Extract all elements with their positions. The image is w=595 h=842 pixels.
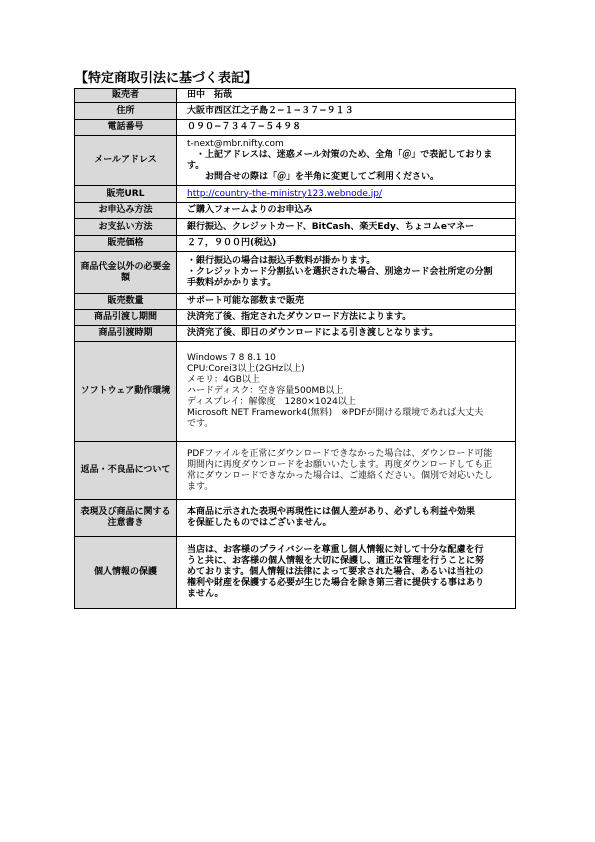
label-delivery-period: 商品引渡し期間 [75, 310, 177, 326]
value-url [177, 186, 516, 203]
payment-method-text: 銀行振込、クレジットカード、BitCash、楽天Edy、ちょコムeマネー [187, 221, 474, 232]
label-address: 住所 [75, 103, 177, 120]
label-seller: 販売者 [75, 89, 177, 103]
returns-line-4: ます。 [187, 481, 214, 492]
row-quantity [75, 294, 516, 310]
disclaimer-line-1: 本商品に示された表現や再現性には個人差があり、必ずしも利益や効果 [187, 507, 476, 517]
req-display: ディスプレイ：解像度 1280×1024以上 [187, 397, 356, 407]
extra-fees-line-2: ・クレジットカード分割払いを選択された場合、別途カード会社所定の分割 [187, 267, 493, 277]
value-seller [177, 89, 516, 103]
extra-fees-line-1: ・銀行振込の場合は振込手数料が掛かります。 [187, 256, 376, 266]
order-method-text: ご購入フォームよりのお申込み [187, 205, 313, 215]
row-returns [75, 442, 516, 500]
value-address [177, 103, 516, 120]
req-framework: Microsoft NET Framework4(無料) ※PDFが開ける環境であれば大丈夫 [187, 408, 484, 418]
value-order-method [177, 203, 516, 219]
email-address: t-next@mbr.nifty.com [187, 138, 284, 149]
privacy-line-4: 権利や財産を保護する必要が生じた場合を除き第三者に提供する事はあり [187, 578, 485, 588]
row-order-method [75, 203, 516, 219]
label-phone: 電話番号 [75, 120, 177, 136]
value-payment-method [177, 219, 516, 236]
label-extra-fees: 商品代金以外の必要金額 [75, 252, 177, 294]
label-disclaimer: 表現及び商品に関する注意書き [75, 500, 177, 537]
row-delivery-period [75, 310, 516, 326]
delivery-period-text: 決済完了後、指定されたダウンロード方法によります。 [187, 312, 412, 322]
label-email: メールアドレス [75, 136, 177, 186]
seller-name: 田中 拓哉 [187, 90, 233, 100]
row-disclaimer [75, 500, 516, 537]
row-address [75, 103, 516, 120]
value-delivery-period [177, 310, 516, 326]
email-note-2: す。 [187, 160, 205, 171]
row-system-requirements [75, 342, 516, 442]
req-os: Windows 7 8 8.1 10 [187, 353, 276, 363]
price-text: ２７，９００円(税込) [187, 238, 277, 248]
value-quantity [177, 294, 516, 310]
row-email [75, 136, 516, 186]
extra-fees-line-3: 手数料がかかります。 [187, 278, 277, 288]
row-payment-method [75, 219, 516, 236]
label-delivery-timing: 商品引渡時期 [75, 326, 177, 342]
value-disclaimer [177, 500, 516, 537]
disclaimer-line-2: を保証したものではございません。 [187, 518, 332, 528]
row-seller [75, 89, 516, 103]
page-title: 【特定商取引法に基づく表記】 [75, 71, 258, 86]
label-returns: 返品・不良品について [75, 442, 177, 500]
privacy-line-2: うと共に、お客様の個人情報を大切に保護し、適正な管理を行うことに努 [187, 556, 485, 566]
value-system-requirements [177, 342, 516, 442]
label-url: 販売URL [75, 186, 177, 203]
address-text: 大阪市西区江之子島２−１−３７−９１３ [187, 105, 354, 116]
label-privacy: 個人情報の保護 [75, 537, 177, 609]
row-extra-fees [75, 252, 516, 294]
label-system-requirements: ソフトウェア動作環境 [75, 342, 177, 442]
value-email [177, 136, 516, 186]
email-note-1: ・上記アドレスは、迷惑メール対策のため、全角「＠」で表記しておりま [187, 149, 493, 160]
req-memory: メモリ：4GB以上 [187, 375, 260, 385]
row-url [75, 186, 516, 203]
privacy-line-3: めております。個人情報は法律によって要求された場合、あるいは当社の [187, 567, 484, 577]
req-cpu: CPU:Corei3以上(2GHz以上) [187, 364, 305, 374]
value-extra-fees [177, 252, 516, 294]
value-phone [177, 120, 516, 136]
value-returns [177, 442, 516, 500]
row-delivery-timing [75, 326, 516, 342]
label-payment-method: お支払い方法 [75, 219, 177, 236]
delivery-timing-text: 決済完了後、即日のダウンロードによる引き渡しとなります。 [187, 328, 439, 338]
returns-line-2: 期間内に再度ダウンロードをお願いいたします。再度ダウンロードしても正 [187, 459, 493, 470]
value-delivery-timing [177, 326, 516, 342]
returns-line-3: 常にダウンロードできなかった場合は、ご連絡ください。個別で対応いたし [187, 470, 494, 481]
quantity-text: サポート可能な部数まで販売 [187, 296, 305, 306]
label-price: 販売価格 [75, 236, 177, 252]
row-price [75, 236, 516, 252]
label-quantity: 販売数量 [75, 294, 177, 310]
req-disk: ハードディスク：空き容量500MB以上 [187, 386, 344, 396]
privacy-line-1: 当店は、お客様のプライバシーを尊重し個人情報に対して十分な配慮を行 [187, 545, 484, 555]
email-note-3: お問合せの際は「＠」を半角に変更してご利用ください。 [187, 171, 440, 182]
value-price [177, 236, 516, 252]
privacy-line-5: ません。 [187, 589, 224, 599]
row-privacy [75, 537, 516, 609]
row-phone [75, 120, 516, 136]
legal-notice-table [74, 88, 516, 609]
returns-line-1: PDFファイルを正常にダウンロードできなかった場合は、ダウンロード可能 [187, 448, 493, 459]
phone-text: ０９０−７３４７−５４９８ [187, 122, 302, 132]
label-order-method: お申込み方法 [75, 203, 177, 219]
req-framework-cont: です。 [187, 419, 214, 429]
sales-url-link[interactable]: http://country-the-ministry123.webnode.jp/ [187, 188, 383, 199]
value-privacy [177, 537, 516, 609]
